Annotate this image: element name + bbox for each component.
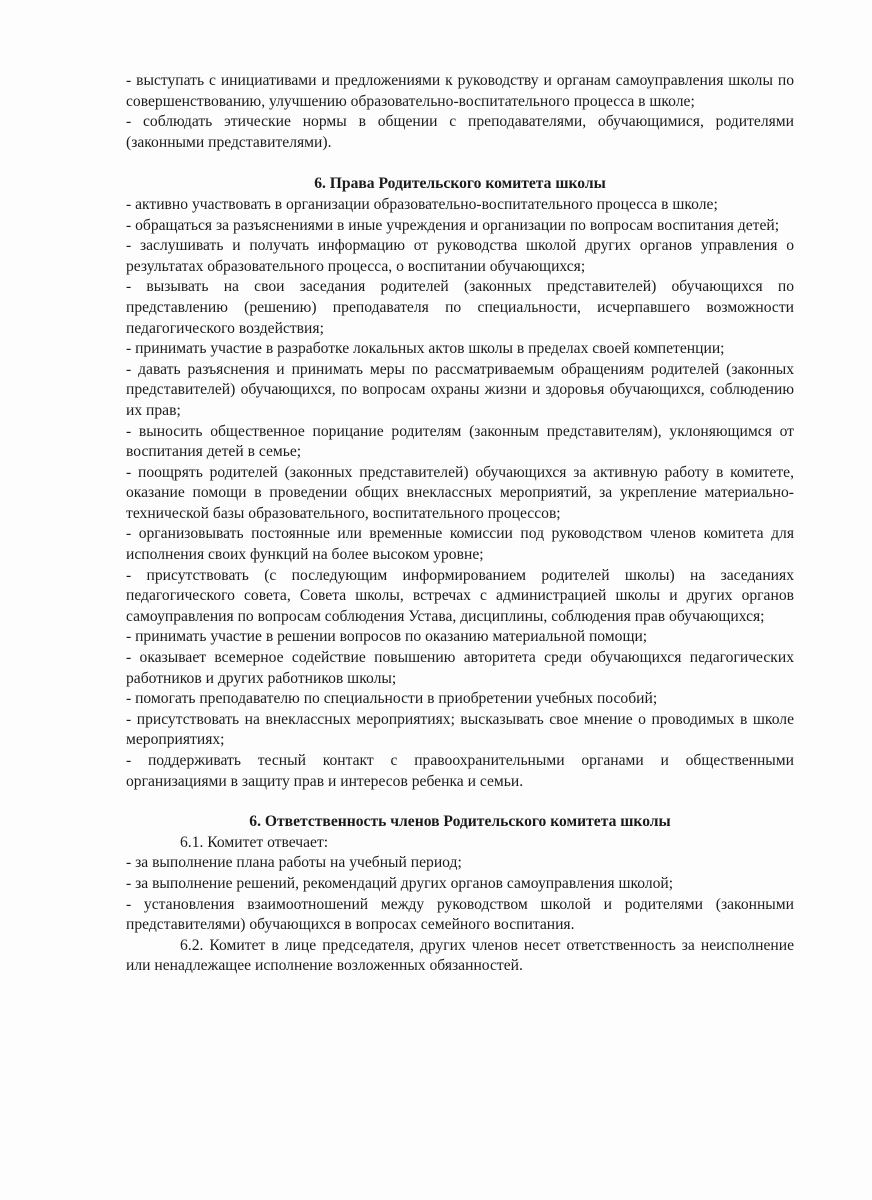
responsibility-clause-6-2: 6.2. Комитет в лице председателя, других членов несет ответственность за неисполнение или ненадлежащее исполнение возложенных обязанностей. <box>126 936 794 975</box>
section-rights-list <box>126 195 794 792</box>
rights-item: - выносить общественное порицание родителям (законным представителям), уклоняющимся от воспитания детей в семье; <box>126 422 794 461</box>
section-responsibility-list <box>126 853 794 935</box>
document-body <box>126 71 794 977</box>
responsibility-item: - установления взаимоотношений между руководством школой и родителями (законными представителями) обучающихся в вопросах семейного воспитания. <box>126 895 794 934</box>
intro-item-1: - выступать с инициативами и предложениями к руководству и органам самоуправления школы по совершенствованию, улучшению образовательно-воспитательного процесса в школе; <box>126 72 794 110</box>
rights-item: - поощрять родителей (законных представителей) обучающихся за активную работу в комитете, оказание помощи в проведении общих внеклассных мероприятий, за укрепление материально-технической базы образовательного, воспитательного процессов; <box>126 463 794 522</box>
rights-item: - заслушивать и получать информацию от руководства школой других органов управления о результатах образовательного процесса, о воспитании обучающихся; <box>126 237 794 275</box>
rights-item: - принимать участие в решении вопросов по оказанию материальной помощи; <box>126 628 648 646</box>
responsibility-clause-6-1: 6.1. Комитет отвечает: <box>180 833 329 851</box>
rights-item: - помогать преподавателю по специальности в приобретении учебных пособий; <box>126 690 658 708</box>
rights-item: - активно участвовать в организации образовательно-воспитательного процесса в школе; <box>126 195 718 213</box>
rights-item: - обращаться за разъяснениями в иные учреждения и организации по вопросам воспитания детей; <box>126 216 780 234</box>
rights-item: - оказывает всемерное содействие повышению авторитета среди обучающихся педагогических работников и других работников школы; <box>126 649 794 687</box>
section-responsibility-title: 6. Ответственность членов Родительского комитета школы <box>249 813 671 831</box>
rights-item: - поддерживать тесный контакт с правоохранительными органами и общественными организациями в защиту прав и интересов ребенка и семьи. <box>126 752 794 790</box>
rights-item: - присутствовать на внеклассных мероприятиях; высказывать свое мнение о проводимых в школе мероприятиях; <box>126 710 794 749</box>
rights-item: - присутствовать (с последующим информированием родителей школы) на заседаниях педагогического совета, Совета школы, встречах с администрацией школы и других органов самоуправления по вопросам соблюдения Устава, дисциплины, соблюдения прав обучающихся; <box>126 566 794 625</box>
intro-item-2: - соблюдать этические нормы в общении с преподавателями, обучающимися, родителями (законными представителями). <box>126 113 794 151</box>
responsibility-item: - за выполнение решений, рекомендаций других органов самоуправления школой; <box>126 874 674 892</box>
responsibility-item: - за выполнение плана работы на учебный период; <box>126 854 462 872</box>
rights-item: - давать разъяснения и принимать меры по рассматриваемым обращениям родителей (законных представителей) обучающихся, по вопросам охраны жизни и здоровья обучающихся, соблюдению их прав; <box>126 360 794 419</box>
rights-item: - вызывать на свои заседания родителей (законных представителей) обучающихся по представлению (решению) преподавателя по специальности, исчерпавшего возможности педагогического воздействия; <box>126 278 794 337</box>
section-rights-title: 6. Права Родительского комитета школы <box>314 175 606 193</box>
rights-item: - организовывать постоянные или временные комиссии под руководством членов комитета для исполнения своих функций на более высоком уровне; <box>126 525 794 564</box>
rights-item: - принимать участие в разработке локальных актов школы в пределах своей компетенции; <box>126 340 725 358</box>
